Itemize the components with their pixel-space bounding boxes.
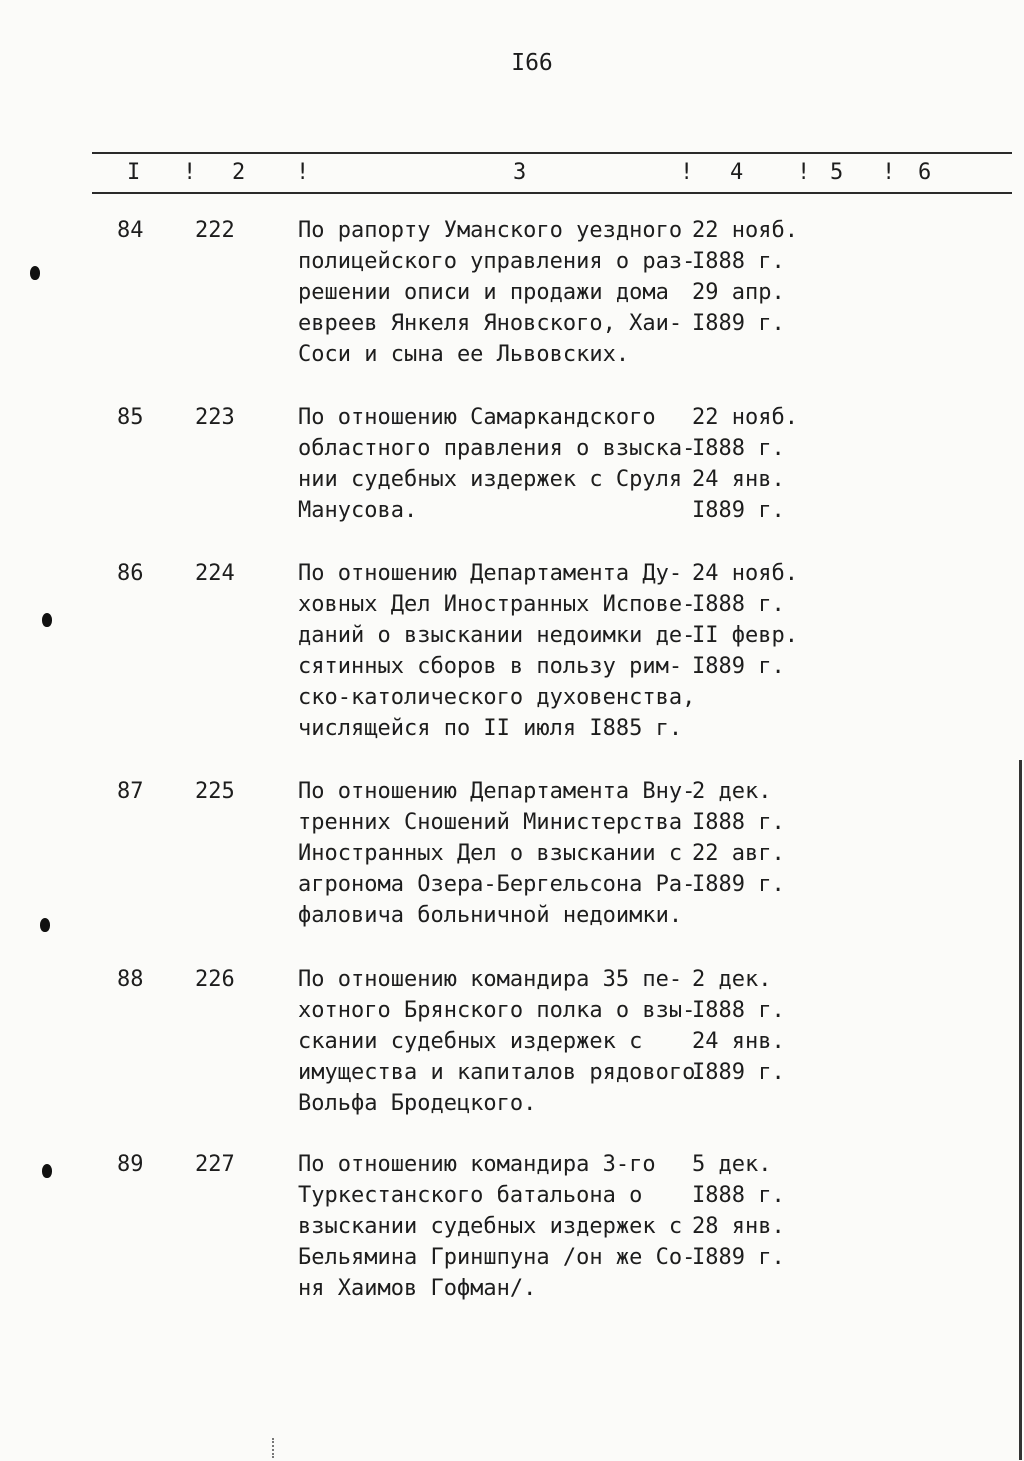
date-line: 22 авг.: [692, 841, 785, 866]
file-number: 224: [195, 561, 235, 586]
date-line: 22 нояб.: [692, 218, 798, 243]
record-dates: [692, 1149, 822, 1273]
description-line: фаловича больничной недоимки.: [298, 903, 683, 928]
date-line: I889 г.: [692, 311, 785, 336]
table-header-rule: [92, 192, 1012, 194]
table-top-rule: [92, 152, 1012, 154]
column-header-row: [0, 160, 1024, 186]
description-line: Соси и сына ее Львовских.: [298, 342, 630, 367]
description-line: областного правления о взыска-: [298, 436, 696, 461]
description-line: числящейся по II июля I885 г.: [298, 716, 683, 741]
punch-hole-mark: [42, 1164, 52, 1178]
description-line: ховных Дел Иностранных Испове-: [298, 592, 696, 617]
punch-hole-mark: [40, 918, 50, 932]
column-separator: !: [296, 160, 310, 185]
file-number: 223: [195, 405, 235, 430]
punch-hole-mark: [30, 266, 40, 280]
description-line: По отношению командира 35 пе-: [298, 967, 683, 992]
date-line: I888 г.: [692, 436, 785, 461]
column-header-6: 6: [918, 160, 932, 185]
date-line: 2 дек.: [692, 967, 772, 992]
description-line: Вольфа Бродецкого.: [298, 1091, 537, 1116]
column-header-1: I: [127, 160, 141, 185]
description-line: евреев Янкеля Яновского, Хаи-: [298, 311, 683, 336]
date-line: I888 г.: [692, 810, 785, 835]
description-line: ско-католического духовенства,: [298, 685, 696, 710]
record-description: [298, 215, 696, 370]
record-description: [298, 776, 696, 931]
description-line: даний о взыскании недоимки де-: [298, 623, 696, 648]
description-line: скании судебных издержек с: [298, 1029, 643, 1054]
description-line: взыскании судебных издержек с: [298, 1214, 683, 1239]
column-separator: !: [183, 160, 197, 185]
date-line: 2 дек.: [692, 779, 772, 804]
description-line: тренних Сношений Министерства: [298, 810, 683, 835]
date-line: II февр.: [692, 623, 798, 648]
column-separator: !: [797, 160, 811, 185]
file-number: 225: [195, 779, 235, 804]
description-line: Туркестанского батальона о: [298, 1183, 643, 1208]
record-number: 87: [117, 779, 144, 804]
record-description: [298, 1149, 696, 1304]
file-number: 226: [195, 967, 235, 992]
date-line: 24 янв.: [692, 467, 785, 492]
date-line: I889 г.: [692, 872, 785, 897]
column-header-3: 3: [513, 160, 527, 185]
scan-edge-line: [1019, 760, 1022, 1460]
date-line: 29 апр.: [692, 280, 785, 305]
description-line: По рапорту Уманского уездного: [298, 218, 683, 243]
description-line: хотного Брянского полка о взы-: [298, 998, 696, 1023]
date-line: I888 г.: [692, 592, 785, 617]
column-separator: !: [882, 160, 896, 185]
date-line: 28 янв.: [692, 1214, 785, 1239]
record-dates: [692, 776, 822, 900]
description-line: имущества и капиталов рядового: [298, 1060, 696, 1085]
date-line: I889 г.: [692, 654, 785, 679]
column-separator: !: [680, 160, 694, 185]
description-line: агронома Озера-Бергельсона Ра-: [298, 872, 696, 897]
record-dates: [692, 402, 822, 526]
description-line: полицейского управления о раз-: [298, 249, 696, 274]
record-number: 84: [117, 218, 144, 243]
description-line: сятинных сборов в пользу рим-: [298, 654, 683, 679]
column-header-2: 2: [232, 160, 246, 185]
record-description: [298, 402, 696, 526]
date-line: 24 янв.: [692, 1029, 785, 1054]
record-dates: [692, 558, 822, 682]
description-line: ня Хаимов Гофман/.: [298, 1276, 537, 1301]
date-line: I889 г.: [692, 498, 785, 523]
description-line: Бельямина Гриншпуна /он же Со-: [298, 1245, 696, 1270]
record-number: 88: [117, 967, 144, 992]
description-line: По отношению Департамента Вну-: [298, 779, 696, 804]
column-header-5: 5: [830, 160, 844, 185]
record-number: 86: [117, 561, 144, 586]
scan-artifact-dots: [272, 1438, 276, 1458]
description-line: решении описи и продажи дома: [298, 280, 669, 305]
record-number: 89: [117, 1152, 144, 1177]
description-line: нии судебных издержек с Сруля: [298, 467, 683, 492]
date-line: 22 нояб.: [692, 405, 798, 430]
date-line: I888 г.: [692, 249, 785, 274]
file-number: 227: [195, 1152, 235, 1177]
description-line: По отношению командира 3-го: [298, 1152, 656, 1177]
description-line: Манусова.: [298, 498, 418, 523]
date-line: I889 г.: [692, 1245, 785, 1270]
date-line: 24 нояб.: [692, 561, 798, 586]
record-dates: [692, 964, 822, 1088]
column-header-4: 4: [730, 160, 744, 185]
date-line: I888 г.: [692, 1183, 785, 1208]
record-description: [298, 964, 696, 1119]
date-line: 5 дек.: [692, 1152, 772, 1177]
description-line: Иностранных Дел о взыскании с: [298, 841, 683, 866]
date-line: I889 г.: [692, 1060, 785, 1085]
punch-hole-mark: [42, 613, 52, 627]
page-number: I66: [511, 50, 553, 76]
record-description: [298, 558, 696, 744]
description-line: По отношению Департамента Ду-: [298, 561, 683, 586]
date-line: I888 г.: [692, 998, 785, 1023]
record-dates: [692, 215, 822, 339]
file-number: 222: [195, 218, 235, 243]
record-number: 85: [117, 405, 144, 430]
description-line: По отношению Самаркандского: [298, 405, 656, 430]
